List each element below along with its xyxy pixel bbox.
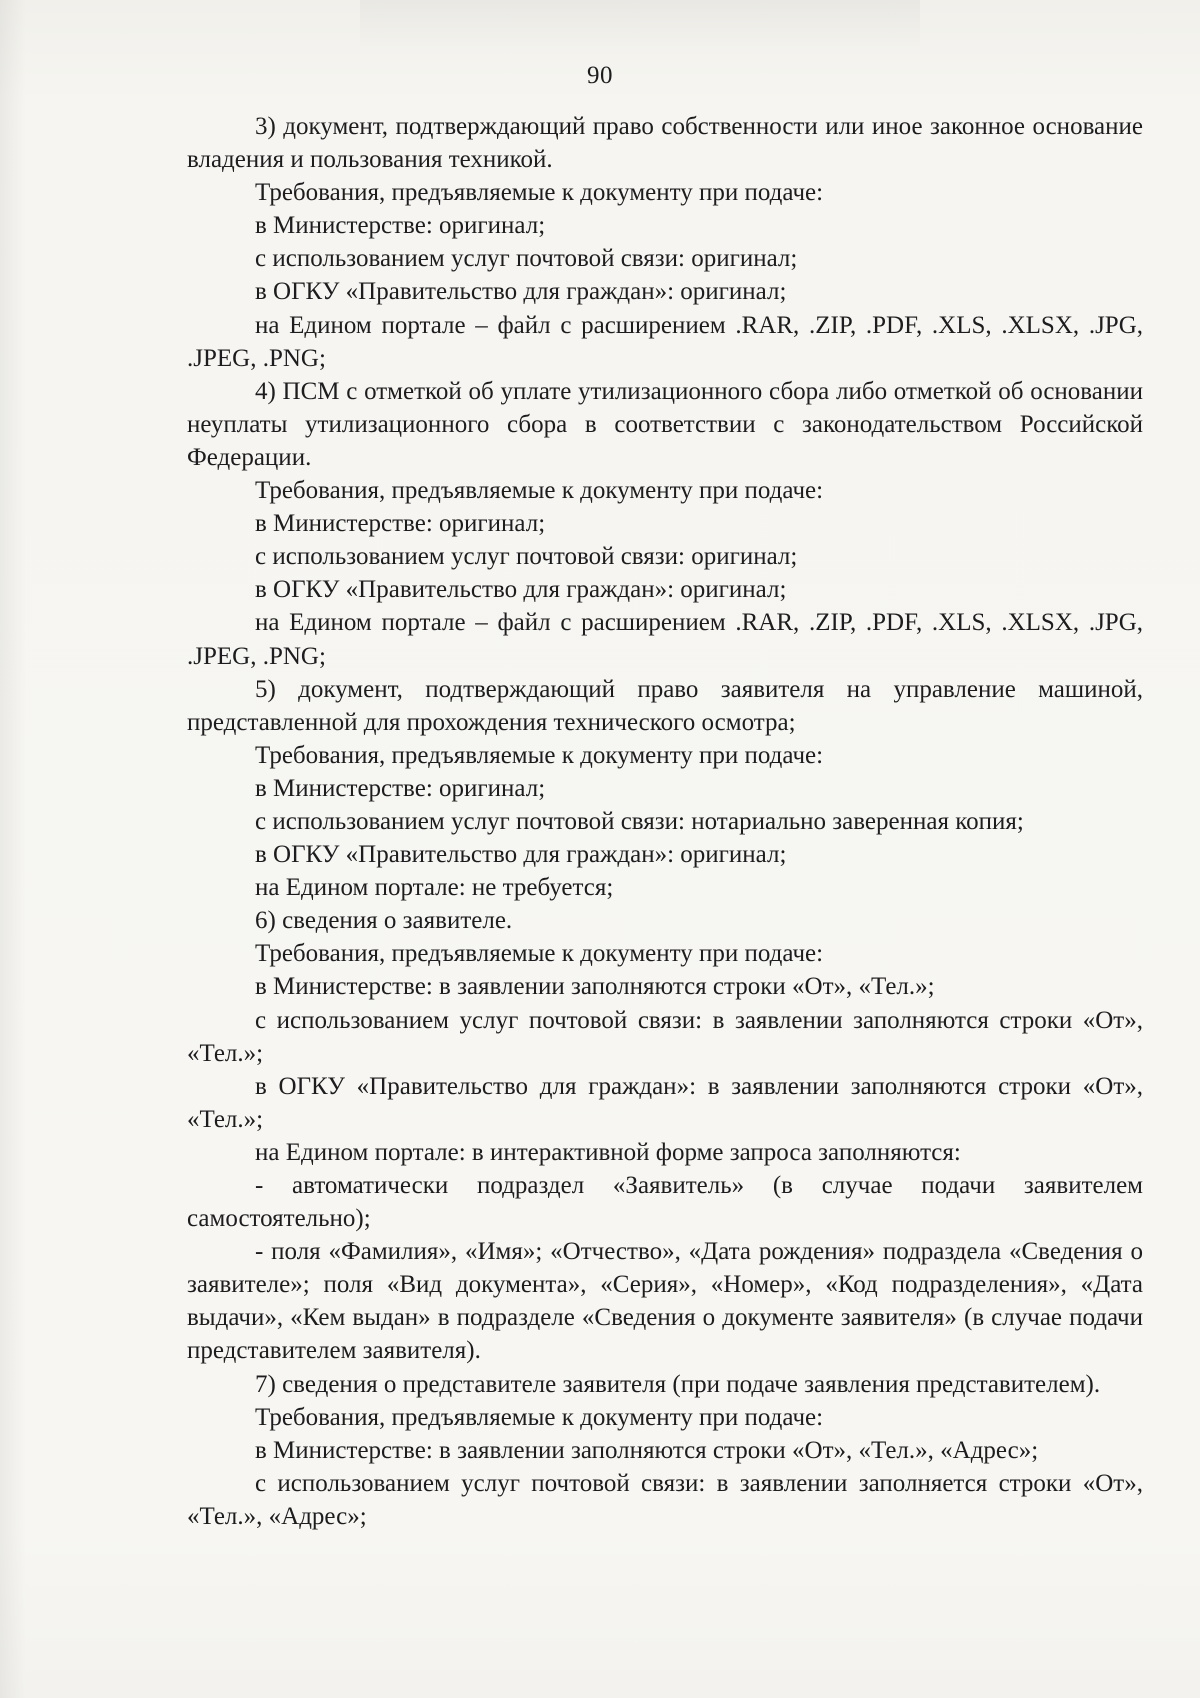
paragraph: в Министерстве: в заявлении заполняются строки «От», «Тел.»; bbox=[255, 973, 935, 1001]
paragraph: - автоматически подраздел «Заявитель» (в случае подачи заявителем самостоятельно); bbox=[187, 1172, 1143, 1233]
paragraph: 3) документ, подтверждающий право собственности или иное законное основание владения и пользования техникой. bbox=[187, 113, 1143, 174]
paragraph: 4) ПСМ с отметкой об уплате утилизационного сбора либо отметкой об основании неуплаты утилизационного сбора в соответствии с законодательством Российской Федерации. bbox=[187, 377, 1143, 471]
paragraph: 6) сведения о заявителе. bbox=[255, 907, 513, 935]
paragraph: с использованием услуг почтовой связи: оригинал; bbox=[255, 245, 798, 273]
paragraph: в ОГКУ «Правительство для граждан»: оригинал; bbox=[255, 278, 787, 306]
paragraph: на Едином портале – файл с расширением .RAR, .ZIP, .PDF, .XLS, .XLSX, .JPG, .JPEG, .PNG; bbox=[187, 311, 1143, 372]
paragraph: Требования, предъявляемые к документу при подаче: bbox=[255, 1403, 824, 1431]
paragraph: в ОГКУ «Правительство для граждан»: оригинал; bbox=[255, 576, 787, 604]
paragraph: на Едином портале – файл с расширением .RAR, .ZIP, .PDF, .XLS, .XLSX, .JPG, .JPEG, .PNG; bbox=[187, 609, 1143, 670]
paragraph: на Едином портале: не требуется; bbox=[255, 874, 614, 902]
paragraph: в ОГКУ «Правительство для граждан»: оригинал; bbox=[255, 841, 787, 869]
paragraph: 7) сведения о представителе заявителя (при подаче заявления представителем). bbox=[255, 1370, 1101, 1398]
scan-bleed-through bbox=[360, 0, 920, 50]
paragraph: - поля «Фамилия», «Имя»; «Отчество», «Дата рождения» подраздела «Сведения о заявителе»; поля «Вид документа», «Серия», «Номер», «Код подразделения», «Дата выдачи», «Кем выдан» в подразделе «Сведения о документе заявителя» (в случае подачи представителем заявителя). bbox=[187, 1238, 1143, 1365]
document-body bbox=[187, 110, 1143, 1533]
paragraph: в Министерстве: оригинал; bbox=[255, 510, 546, 538]
scan-edge-shadow bbox=[0, 0, 26, 1698]
paragraph: Требования, предъявляемые к документу при подаче: bbox=[255, 940, 824, 968]
paragraph: в Министерстве: оригинал; bbox=[255, 212, 546, 240]
paragraph: с использованием услуг почтовой связи: в заявлении заполняются строки «От», «Тел.»; bbox=[187, 1006, 1143, 1067]
paragraph: в Министерстве: оригинал; bbox=[255, 774, 546, 802]
paragraph: в Министерстве: в заявлении заполняются строки «От», «Тел.», «Адрес»; bbox=[255, 1436, 1039, 1464]
paragraph: на Едином портале: в интерактивной форме запроса заполняются: bbox=[255, 1138, 961, 1166]
paragraph: Требования, предъявляемые к документу при подаче: bbox=[255, 179, 824, 207]
paragraph: с использованием услуг почтовой связи: нотариально заверенная копия; bbox=[255, 807, 1024, 835]
paragraph: в ОГКУ «Правительство для граждан»: в заявлении заполняются строки «От», «Тел.»; bbox=[187, 1072, 1143, 1133]
paragraph: Требования, предъявляемые к документу при подаче: bbox=[255, 741, 824, 769]
paragraph: Требования, предъявляемые к документу при подаче: bbox=[255, 477, 824, 505]
page-number: 90 bbox=[587, 62, 613, 89]
paragraph: с использованием услуг почтовой связи: оригинал; bbox=[255, 543, 798, 571]
paragraph: 5) документ, подтверждающий право заявителя на управление машиной, представленной для прохождения технического осмотра; bbox=[187, 675, 1143, 736]
paragraph: с использованием услуг почтовой связи: в заявлении заполняется строки «От», «Тел.», «Адрес»; bbox=[187, 1469, 1143, 1530]
